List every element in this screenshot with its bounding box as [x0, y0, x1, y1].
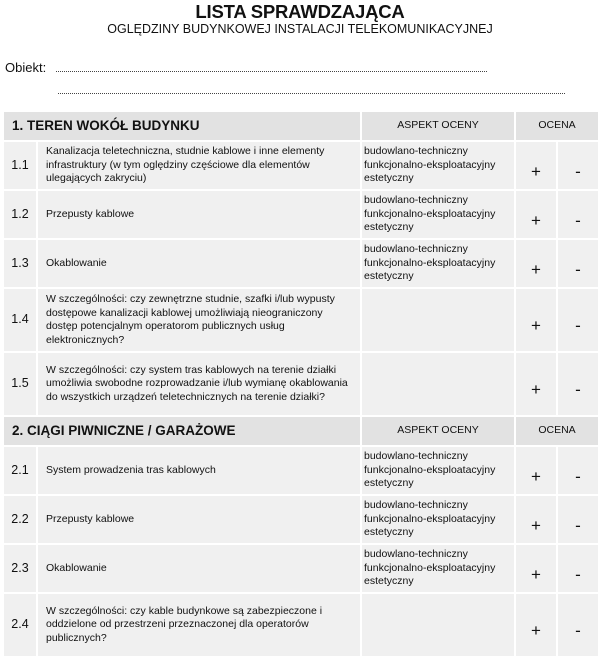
aspect-column-header: ASPEKT OCENY: [362, 112, 514, 140]
item-number: 1.2: [4, 191, 36, 238]
aspect-item: budowlano-techniczny: [364, 450, 468, 463]
item-description: Okablowanie: [38, 545, 360, 592]
section-title: 1. TEREN WOKÓŁ BUDYNKU: [4, 112, 360, 140]
object-label: Obiekt:: [5, 60, 47, 75]
aspect-item: budowlano-techniczny: [364, 548, 468, 561]
plus-mark: +: [531, 515, 541, 535]
checklist-row: [4, 594, 598, 656]
item-aspects: [362, 594, 514, 656]
rating-minus-cell[interactable]: [558, 191, 598, 238]
rating-plus-cell[interactable]: [516, 353, 556, 415]
minus-mark: -: [575, 621, 581, 641]
rating-minus-cell[interactable]: [558, 594, 598, 656]
minus-mark: -: [575, 466, 581, 486]
rating-plus-cell[interactable]: [516, 594, 556, 656]
rating-minus-cell[interactable]: [558, 240, 598, 287]
aspect-item: budowlano-techniczny: [364, 499, 468, 512]
minus-mark: -: [575, 161, 581, 181]
checklist-row: [4, 289, 598, 351]
checklist-row: [4, 447, 598, 494]
rating-minus-cell[interactable]: [558, 496, 598, 543]
item-description: Okablowanie: [38, 240, 360, 287]
section-header: [4, 417, 598, 445]
item-aspects: [362, 496, 514, 543]
checklist-row: [4, 496, 598, 543]
object-field-line-2[interactable]: [58, 92, 565, 94]
aspect-column-header: ASPEKT OCENY: [362, 417, 514, 445]
rating-column-header: OCENA: [516, 417, 598, 445]
minus-mark: -: [575, 259, 581, 279]
item-description: Kanalizacja teletechniczna, studnie kablowe i inne elementy infrastruktury (w tym oględziny częściowe dla elementów ulegających zakryciu): [38, 142, 360, 189]
checklist-row: [4, 191, 598, 238]
aspect-item: estetyczny: [364, 477, 414, 490]
item-aspects: [362, 240, 514, 287]
item-description: Przepusty kablowe: [38, 496, 360, 543]
rating-plus-cell[interactable]: [516, 289, 556, 351]
plus-mark: +: [531, 210, 541, 230]
aspect-item: budowlano-techniczny: [364, 145, 468, 158]
aspect-item: funkcjonalno-eksploatacyjny: [364, 463, 496, 476]
item-description: Przepusty kablowe: [38, 191, 360, 238]
checklist-row: [4, 545, 598, 592]
rating-minus-cell[interactable]: [558, 545, 598, 592]
rating-plus-cell[interactable]: [516, 142, 556, 189]
checklist-row: [4, 353, 598, 415]
minus-mark: -: [575, 316, 581, 336]
rating-column-header: OCENA: [516, 112, 598, 140]
aspect-item: funkcjonalno-eksploatacyjny: [364, 561, 496, 574]
rating-minus-cell[interactable]: [558, 289, 598, 351]
checklist-table: [2, 110, 600, 658]
document-subtitle: OGLĘDZINY BUDYNKOWEJ INSTALACJI TELEKOMUNIKACYJNEJ: [107, 22, 493, 36]
aspect-item: estetyczny: [364, 270, 414, 283]
aspect-item: funkcjonalno-eksploatacyjny: [364, 256, 496, 269]
document-title: LISTA SPRAWDZAJĄCA: [195, 1, 405, 22]
item-description: System prowadzenia tras kablowych: [38, 447, 360, 494]
plus-mark: +: [531, 564, 541, 584]
aspect-item: estetyczny: [364, 526, 414, 539]
aspect-item: estetyczny: [364, 575, 414, 588]
aspect-item: estetyczny: [364, 221, 414, 234]
object-field-line-1[interactable]: [56, 70, 487, 72]
item-number: 2.4: [4, 594, 36, 656]
item-number: 2.1: [4, 447, 36, 494]
aspect-item: budowlano-techniczny: [364, 243, 468, 256]
item-description: W szczególności: czy system tras kablowych na terenie działki umożliwia swobodne rozprowadzanie i/lub wymianę okablowania do wszystkich urządzeń teletechnicznych na terenie działki?: [38, 353, 360, 415]
rating-minus-cell[interactable]: [558, 142, 598, 189]
item-number: 1.4: [4, 289, 36, 351]
item-aspects: [362, 545, 514, 592]
plus-mark: +: [531, 259, 541, 279]
item-number: 2.2: [4, 496, 36, 543]
rating-plus-cell[interactable]: [516, 447, 556, 494]
item-aspects: [362, 142, 514, 189]
plus-mark: +: [531, 161, 541, 181]
aspect-item: funkcjonalno-eksploatacyjny: [364, 158, 496, 171]
item-aspects: [362, 191, 514, 238]
plus-mark: +: [531, 316, 541, 336]
minus-mark: -: [575, 564, 581, 584]
aspect-item: funkcjonalno-eksploatacyjny: [364, 207, 496, 220]
minus-mark: -: [575, 210, 581, 230]
section-header: [4, 112, 598, 140]
item-number: 2.3: [4, 545, 36, 592]
aspect-item: budowlano-techniczny: [364, 194, 468, 207]
minus-mark: -: [575, 515, 581, 535]
plus-mark: +: [531, 466, 541, 486]
plus-mark: +: [531, 380, 541, 400]
item-aspects: [362, 289, 514, 351]
item-description: W szczególności: czy kable budynkowe są zabezpieczone i oddzielone od przestrzeni przeznaczonej dla operatorów publicznych?: [38, 594, 360, 656]
item-number: 1.3: [4, 240, 36, 287]
rating-plus-cell[interactable]: [516, 545, 556, 592]
item-aspects: [362, 353, 514, 415]
item-description: W szczególności: czy zewnętrzne studnie, szafki i/lub wypusty dostępowe kanalizacji kablowej umożliwiają nieograniczony dostęp potencjalnym operatorom publicznych usług elektronicznych?: [38, 289, 360, 351]
aspect-item: funkcjonalno-eksploatacyjny: [364, 512, 496, 525]
rating-plus-cell[interactable]: [516, 496, 556, 543]
item-aspects: [362, 447, 514, 494]
checklist-row: [4, 240, 598, 287]
rating-plus-cell[interactable]: [516, 191, 556, 238]
item-number: 1.5: [4, 353, 36, 415]
plus-mark: +: [531, 621, 541, 641]
minus-mark: -: [575, 380, 581, 400]
item-number: 1.1: [4, 142, 36, 189]
rating-minus-cell[interactable]: [558, 353, 598, 415]
section-title: 2. CIĄGI PIWNICZNE / GARAŻOWE: [4, 417, 360, 445]
rating-minus-cell[interactable]: [558, 447, 598, 494]
aspect-item: estetyczny: [364, 172, 414, 185]
checklist-row: [4, 142, 598, 189]
rating-plus-cell[interactable]: [516, 240, 556, 287]
